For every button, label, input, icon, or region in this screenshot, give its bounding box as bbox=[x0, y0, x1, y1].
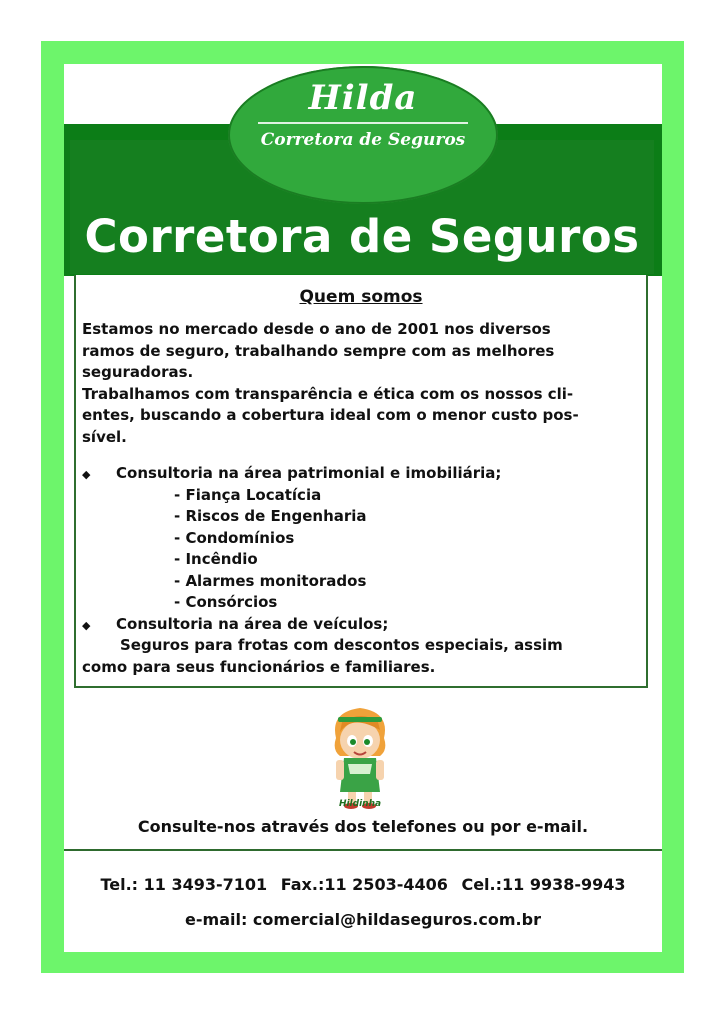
list-item bbox=[82, 463, 644, 485]
diamond-bullet-icon: ◆ bbox=[82, 618, 91, 632]
service-description: como para seus funcionários e familiares. bbox=[82, 657, 436, 676]
sub-list-item: - Condomínios bbox=[174, 528, 295, 547]
footer-divider bbox=[64, 849, 662, 851]
sub-list-item: - Consórcios bbox=[174, 593, 278, 611]
logo-divider bbox=[258, 122, 468, 124]
about-paragraph bbox=[82, 319, 644, 449]
fax-number: Fax.:11 2503-4406 bbox=[280, 875, 448, 894]
diamond-bullet-icon: ◆ bbox=[82, 468, 91, 481]
banner-title: Corretora de Seguros bbox=[84, 210, 640, 263]
mascot-caption: Hildinha bbox=[338, 799, 382, 809]
about-heading: Quem somos bbox=[299, 287, 423, 307]
logo-name: Hilda bbox=[308, 78, 418, 118]
cell-number: Cel.:11 9938-9943 bbox=[461, 875, 626, 894]
hildinha-mascot-image bbox=[322, 700, 398, 812]
service-description: Seguros para frotas com descontos especiais, assim bbox=[120, 636, 563, 654]
about-line: ramos de seguro, trabalhando sempre com as melhores bbox=[82, 341, 555, 360]
service-label: Consultoria na área patrimonial e imobiliária; bbox=[116, 464, 502, 482]
about-line: sível. bbox=[82, 427, 127, 446]
hilda-logo bbox=[228, 66, 498, 204]
sub-list-item: - Alarmes monitorados bbox=[174, 571, 367, 590]
about-line: seguradoras. bbox=[82, 363, 194, 382]
services-list bbox=[82, 463, 644, 678]
about-line: entes, buscando a cobertura ideal com o menor custo pos- bbox=[82, 406, 579, 425]
contact-numbers bbox=[64, 875, 662, 894]
about-line: Estamos no mercado desde o ano de 2001 nos diversos bbox=[82, 320, 551, 338]
sub-list-item: - Riscos de Engenharia bbox=[174, 507, 367, 525]
service-label: Consultoria na área de veículos; bbox=[116, 614, 389, 633]
phone-number: Tel.: 11 3493-7101 bbox=[100, 875, 268, 894]
about-section bbox=[74, 275, 648, 688]
contact-prompt: Consulte-nos através dos telefones ou por e-mail. bbox=[137, 817, 589, 836]
about-line: Trabalhamos com transparência e ética com os nossos cli- bbox=[82, 384, 574, 403]
list-item bbox=[82, 614, 644, 636]
logo-tagline: Corretora de Seguros bbox=[260, 130, 466, 150]
email-address: e-mail: comercial@hildaseguros.com.br bbox=[185, 910, 541, 929]
sub-list-item: - Incêndio bbox=[174, 550, 258, 568]
sub-list-item: - Fiança Locatícia bbox=[174, 485, 322, 504]
